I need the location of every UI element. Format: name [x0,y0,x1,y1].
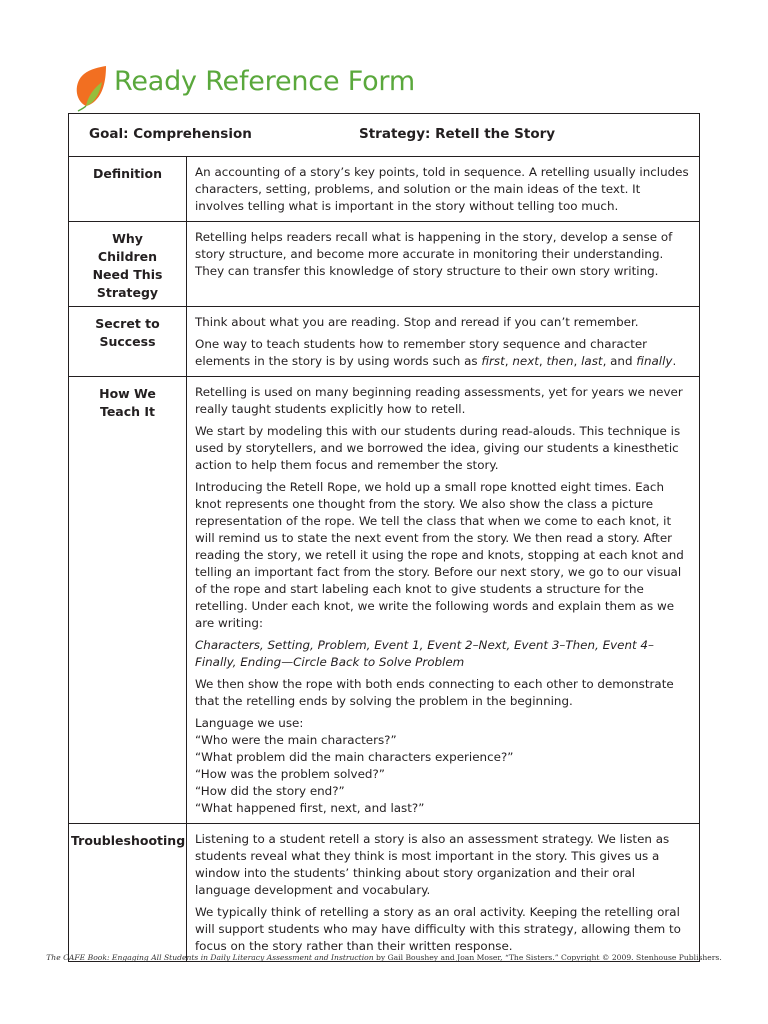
language-quote: “What problem did the main characters experience?” [195,750,514,764]
why-row [69,222,699,307]
secret-row [69,307,699,377]
goal-label: Goal: Comprehension [89,126,252,142]
troubleshooting-text-2: We typically think of retelling a story as an oral activity. Keeping the retelling oral will support students who may have difficulty with this strategy, allowing them to focus on the story rather than their written response. [195,905,681,953]
how-text-4: Characters, Setting, Problem, Event 1, Event 2–Next, Event 3–Then, Event 4–Finally, Ending—Circle Back to Solve Problem [195,638,654,669]
definition-row [69,157,699,222]
how-row [69,377,699,824]
strategy-label: Strategy: Retell the Story [359,126,556,142]
how-text-5: We then show the rope with both ends connecting to each other to demonstrate that the retelling ends by solving the problem in the beginning. [195,677,674,708]
how-text-1: Retelling is used on many beginning reading assessments, yet for years we never really taught students explicitly how to retell. [195,385,683,416]
troubleshooting-label: Troubleshooting [69,824,187,961]
troubleshooting-content [187,824,699,961]
how-text-2: We start by modeling this with our students during read-alouds. This technique is used by storytellers, and we borrowed the idea, giving our students a kinesthetic action to help them focus and remember the story. [195,424,681,472]
secret-text-2: One way to teach students how to remember story sequence and character elements in the story is by using words such as first, next, then, last, and finally. [195,337,677,368]
troubleshooting-row [69,824,699,961]
page-header [72,60,692,112]
language-quote: “Who were the main characters?” [195,733,397,747]
language-quote: “What happened first, next, and last?” [195,801,425,815]
language-intro: Language we use: [195,716,304,730]
language-quote: “How was the problem solved?” [195,767,385,781]
goal-strategy-row [69,114,699,157]
definition-text: An accounting of a story’s key points, told in sequence. A retelling usually includes characters, setting, problems, and solution or the main ideas of the text. It involves telling what is important in the story without telling too much. [195,165,689,213]
form-title: Ready Reference Form [114,66,415,97]
leaf-logo-icon [72,62,110,112]
how-label: How We Teach It [69,377,187,823]
how-text-3: Introducing the Retell Rope, we hold up a small rope knotted eight times. Each knot represents one thought from the story. We also show the class a picture representation of the rope. We tell the class that when we come to each knot, it will remind us to state the next event from the story. We then read a story. After reading the story, we retell it using the rope and knots, stopping at each knot and telling an important fact from the story. Before our next story, we go to our visual of the rope and start labeling each knot to give students a structure for the retelling. Under each knot, we write the following words and explain them as we are writing: [195,480,684,630]
definition-label: Definition [69,157,187,221]
secret-text-1: Think about what you are reading. Stop and reread if you can’t remember. [195,315,639,329]
secret-label: Secret to Success [69,307,187,376]
why-label: Why Children Need This Strategy [69,222,187,306]
book-title: The CAFE Book: Engaging All Students in Daily Literacy Assessment and Instruction [46,953,374,962]
troubleshooting-text-1: Listening to a student retell a story is also an assessment strategy. We listen as students reveal what they think is most important in the story. This gives us a window into the students’ thinking about story organization and their oral language development and vocabulary. [195,832,670,897]
reference-form-table [68,113,700,962]
copyright-text: by Gail Boushey and Joan Moser, “The Sisters.” Copyright © 2009. Stenhouse Publishers. [373,953,722,962]
how-content [187,377,699,823]
secret-content [187,307,699,376]
language-quote: “How did the story end?” [195,784,345,798]
copyright-footer [0,953,768,962]
why-content [187,222,699,306]
definition-content [187,157,699,221]
why-text: Retelling helps readers recall what is happening in the story, develop a sense of story structure, and become more accurate in monitoring their understanding. They can transfer this knowledge of story structure to their own story writing. [195,230,673,278]
language-list [195,715,691,817]
